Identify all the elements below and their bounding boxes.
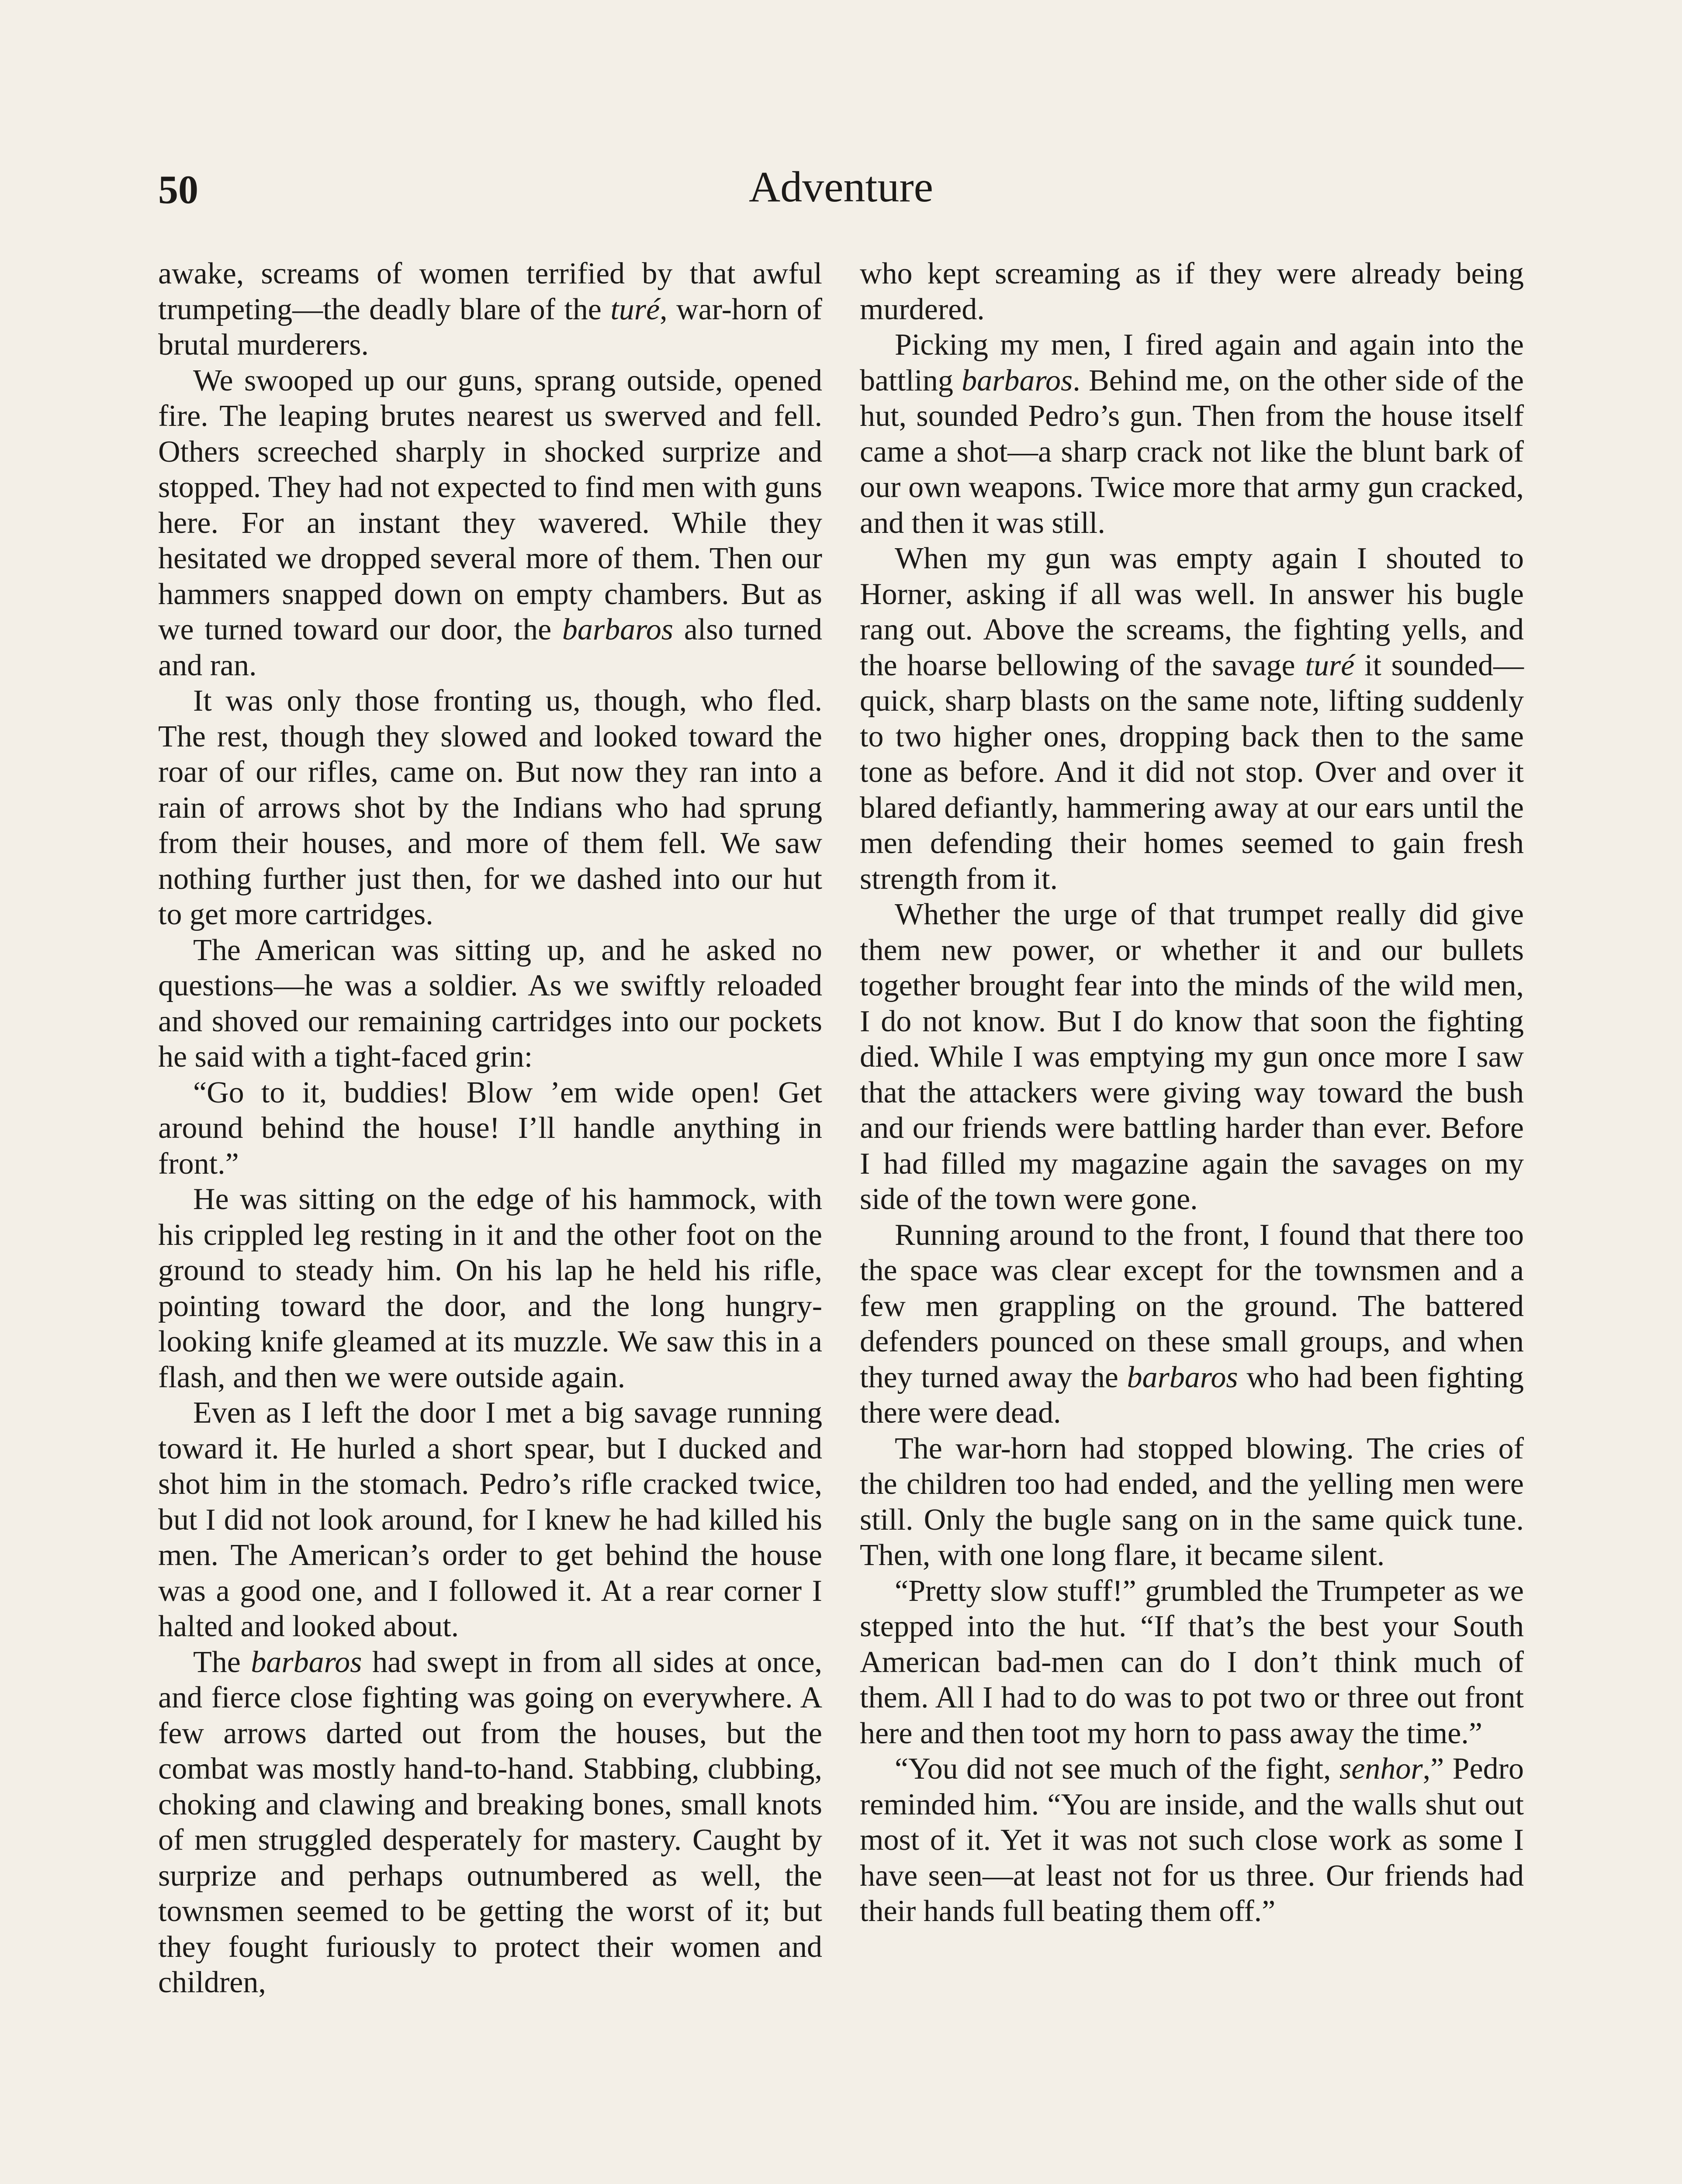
text-run: “Go to it, buddies! Blow ’em wide open! Get around behind the house! I’ll handle anything in front.”: [158, 1075, 822, 1181]
text-run: had swept in from all sides at once, and fierce close fighting was going on everywhere. A few arrows darted out from the houses, but the combat was mostly hand-to-hand. Stabbing, clubbing, choking and clawing and breaking bones, small knots of men struggled desperately for mastery. Caught by surprize and perhaps outnumbered as well, the townsmen seemed to be getting the worst of it; but they fought furiously to protect their women and children,: [158, 1645, 822, 1999]
text-run: We swooped up our guns, sprang outside, opened fire. The leaping brutes nearest us swerved and fell. Others screeched sharply in shocked surprize and stopped. They had not expected to find men with guns here. For an instant they wavered. While they hesitated we dropped several more of them. Then our hammers snapped down on empty chambers. But as we turned toward our door, the: [158, 363, 822, 646]
left-text-column: [158, 256, 822, 2001]
italic-term: turé: [610, 292, 660, 326]
text-run: “You did not see much of the fight,: [895, 1752, 1340, 1786]
right-text-column: [860, 256, 1524, 1929]
text-run: It was only those fronting us, though, who fled. The rest, though they slowed and looked toward the roar of our rifles, came on. But now they ran into a rain of arrows shot by the Indians who had sprung from their houses, and more of them fell. We saw nothing further just then, for we dashed into our hut to get more cartridges.: [158, 684, 822, 931]
paragraph: [158, 683, 822, 933]
text-run: who kept screaming as if they were already being murdered.: [860, 257, 1524, 326]
text-run: also turned and ran.: [158, 613, 823, 682]
paragraph: [860, 541, 1524, 897]
italic-term: barbaros: [251, 1645, 362, 1679]
text-run: ,” Pedro reminded him. “You are inside, and the walls shut out most of it. Yet it was not such close work as some I have seen—at least not for us three. Our friends had their hands full beating them off.”: [860, 1752, 1524, 1928]
paragraph: [158, 1645, 822, 2001]
paragraph: [158, 1075, 822, 1182]
text-run: When my gun was empty again I shouted to Horner, asking if all was well. In answer his bugle rang out. Above the screams, the fighting yells, and the hoarse bellowing of the savage: [860, 542, 1524, 682]
text-run: , war-horn of brutal murderers.: [158, 292, 822, 362]
paragraph: [158, 1182, 822, 1395]
running-title: Adventure: [748, 162, 934, 211]
paragraph: [860, 1431, 1524, 1573]
paragraph: [860, 897, 1524, 1217]
paragraph: [860, 256, 1524, 327]
text-run: awake, screams of women terrified by that awful trumpeting—the deadly blare of the: [158, 257, 822, 326]
paragraph: [158, 256, 822, 363]
text-run: . Behind me, on the other side of the hut, sounded Pedro’s gun. Then from the house itself came a shot—a sharp crack not like the blunt bark of our own weapons. Twice more that army gun cracked, and then it was still.: [860, 363, 1524, 540]
text-run: The American was sitting up, and he asked no questions—he was a soldier. As we swiftly reloaded and shoved our remaining cartridges into our pockets he said with a tight-faced grin:: [158, 933, 822, 1074]
page-number: 50: [158, 167, 198, 212]
text-run: Even as I left the door I met a big savage running toward it. He hurled a short spear, but I ducked and shot him in the stomach. Pedro’s rifle cracked twice, but I did not look around, for I knew he had killed his men. The American’s order to get behind the house was a good one, and I followed it. At a rear corner I halted and looked about.: [158, 1396, 822, 1643]
paragraph: [158, 363, 822, 684]
paragraph: [158, 1395, 822, 1645]
paragraph: [860, 1573, 1524, 1752]
paragraph: [860, 1217, 1524, 1431]
text-run: Picking my men, I fired again and again into the battling: [860, 328, 1524, 397]
text-run: The: [193, 1645, 251, 1679]
paragraph: [860, 1751, 1524, 1929]
text-run: He was sitting on the edge of his hammock, with his crippled leg resting in it and the other foot on the ground to steady him. On his lap he held his rifle, pointing toward the door, and the long hungry-looking knife gleamed at its muzzle. We saw this in a flash, and then we were outside again.: [158, 1182, 822, 1394]
italic-term: senhor: [1339, 1752, 1423, 1786]
text-run: Whether the urge of that trumpet really did give them new power, or whether it and our bullets together brought fear into the minds of the wild men, I do not know. But I do know that soon the fighting died. While I was emptying my gun once more I saw that the attackers were giving way toward the bush and our friends were battling harder than ever. Before I had filled my magazine again the savages on my side of the town were gone.: [860, 898, 1524, 1216]
italic-term: barbaros: [1127, 1360, 1238, 1394]
italic-term: barbaros: [562, 613, 674, 646]
paragraph: [860, 327, 1524, 541]
text-run: it sounded—quick, sharp blasts on the same note, lifting suddenly to two higher ones, dropping back then to the same tone as before. And it did not stop. Over and over it blared defiantly, hammering away at our ears until the men defending their homes seemed to gain fresh strength from it.: [860, 648, 1524, 896]
text-run: who had been fighting there were dead.: [860, 1360, 1524, 1430]
text-run: The war-horn had stopped blowing. The cries of the children too had ended, and the yelling men were still. Only the bugle sang on in the same quick tune. Then, with one long flare, it became silent.: [860, 1431, 1524, 1572]
paragraph: [158, 933, 822, 1075]
text-run: Running around to the front, I found that there too the space was clear except for the townsmen and a few men grappling on the ground. The battered defenders pounced on these small groups, and when they turned away the: [860, 1218, 1524, 1394]
italic-term: turé: [1305, 648, 1355, 682]
text-run: “Pretty slow stuff!” grumbled the Trumpeter as we stepped into the hut. “If that’s the best your South American bad-men can do I don’t think much of them. All I had to do was to pot two or three out front here and then toot my horn to pass away the time.”: [860, 1574, 1524, 1750]
italic-term: barbaros: [962, 363, 1073, 397]
